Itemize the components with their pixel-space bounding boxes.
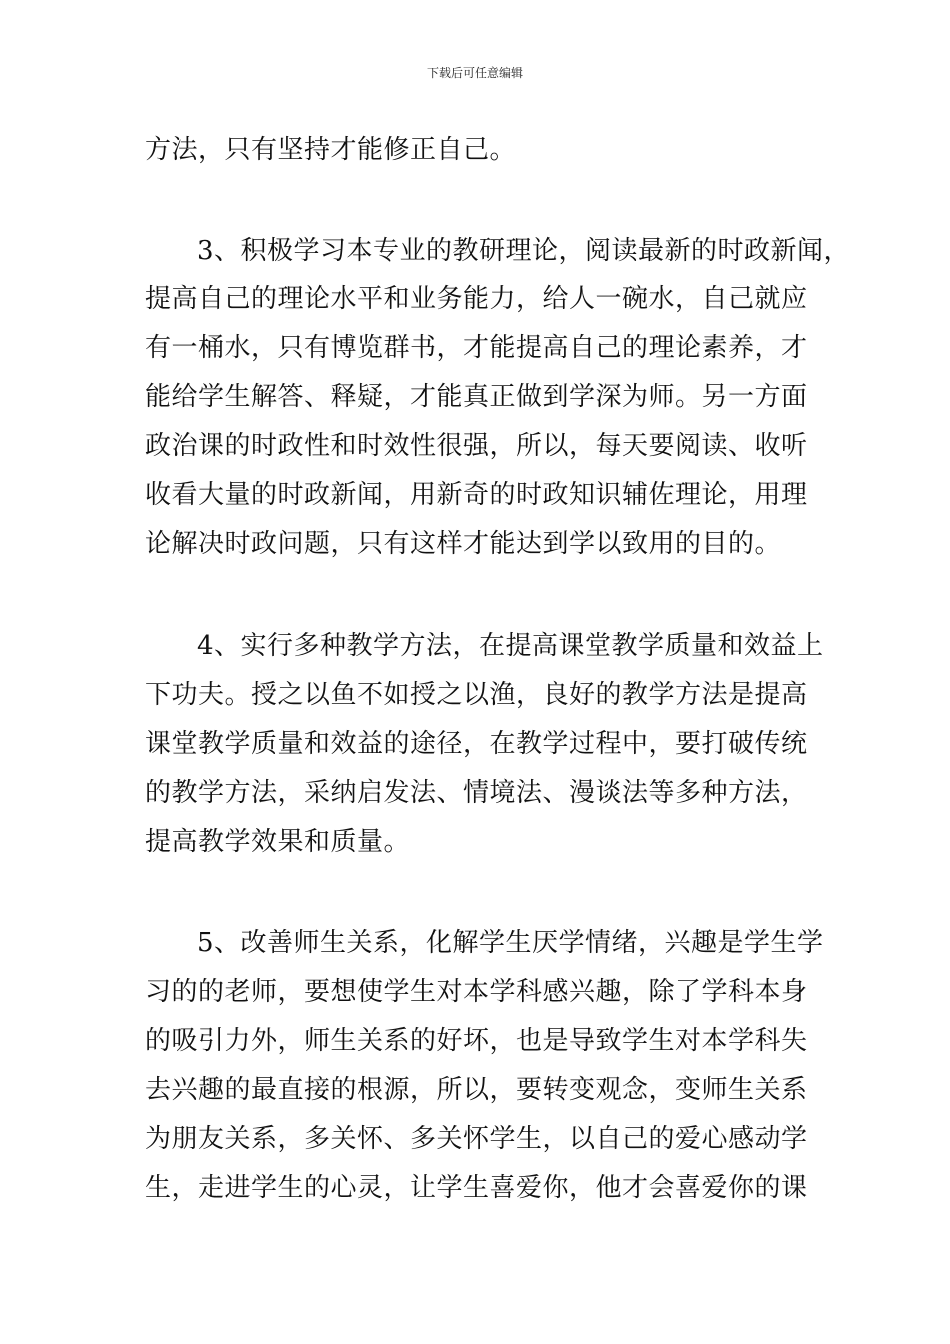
paragraph-line: 提高自己的理论水平和业务能力，给人一碗水，自己就应 [145,284,808,314]
paragraph-line: 有一桶水，只有博览群书，才能提高自己的理论素养，才 [145,333,808,363]
paragraph-line: 收看大量的时政新闻，用新奇的时政知识辅佐理论，用理 [145,480,808,510]
paragraph-line: 5、改善师生关系，化解学生厌学情绪，兴趣是学生学 [197,928,824,958]
paragraph-line: 习的的老师，要想使学生对本学科感兴趣，除了学科本身 [145,977,808,1007]
paragraph-line: 去兴趣的最直接的根源，所以，要转变观念，变师生关系 [145,1075,808,1105]
paragraph-line: 政治课的时政性和时效性很强，所以，每天要阅读、收听 [145,431,808,461]
paragraph-line: 提高教学效果和质量。 [145,827,411,857]
paragraph-line: 下功夫。授之以鱼不如授之以渔，良好的教学方法是提高 [145,680,808,710]
paragraph-line: 3、积极学习本专业的教研理论，阅读最新的时政新闻， [197,236,851,266]
paragraph-line: 为朋友关系，多关怀、多关怀学生，以自己的爱心感动学 [145,1124,808,1154]
paragraph-line: 的吸引力外，师生关系的好坏，也是导致学生对本学科失 [145,1026,808,1056]
paragraph-line: 的教学方法，采纳启发法、情境法、漫谈法等多种方法， [145,778,808,808]
paragraph-line: 能给学生解答、释疑，才能真正做到学深为师。另一方面 [145,382,808,412]
paragraph-line: 课堂教学质量和效益的途径，在教学过程中，要打破传统 [145,729,808,759]
paragraph-line: 4、实行多种教学方法，在提高课堂教学质量和效益上 [197,631,824,661]
page-header: 下载后可任意编辑 [426,66,523,80]
paragraph-line: 论解决时政问题，只有这样才能达到学以致用的目的。 [145,529,782,559]
paragraph-line: 方法，只有坚持才能修正自己。 [145,135,517,165]
paragraph-line: 生，走进学生的心灵，让学生喜爱你，他才会喜爱你的课 [145,1173,808,1203]
